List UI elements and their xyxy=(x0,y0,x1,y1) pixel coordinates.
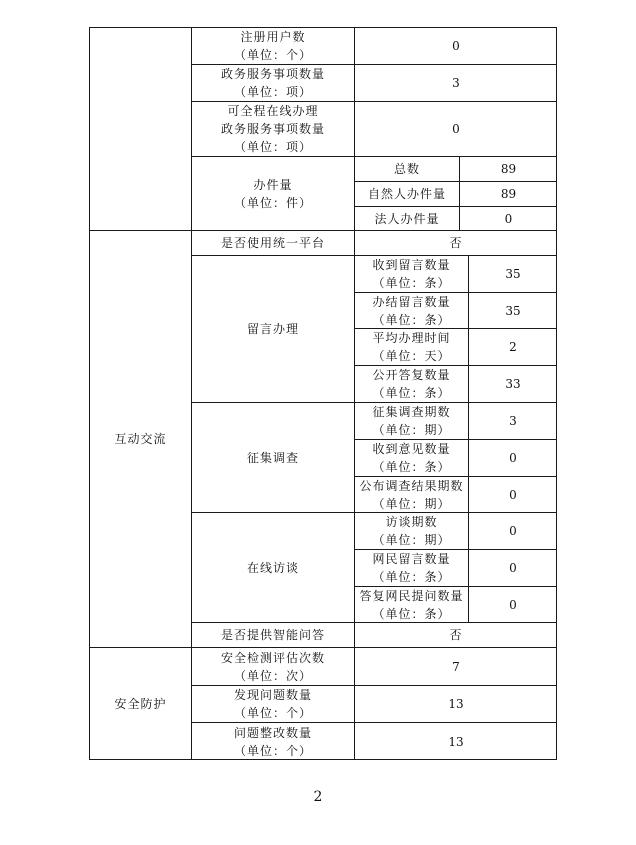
label-text: 办件量 xyxy=(253,177,293,192)
unit-text: （单位：条） xyxy=(372,570,451,584)
messages-title: 留言办理 xyxy=(246,322,299,336)
interview-messages-label xyxy=(355,550,468,586)
label-text: 征集调查期数 xyxy=(372,405,451,419)
label-text: 办结留言数量 xyxy=(372,294,451,309)
unit-text: （单位：个） xyxy=(233,743,312,758)
interview-periods-value: 0 xyxy=(509,524,517,538)
survey-opinions-value: 0 xyxy=(509,451,517,465)
messages-received-label xyxy=(355,256,468,292)
unit-text: （单位：条） xyxy=(372,386,451,400)
label-text: 注册用户数 xyxy=(240,30,306,44)
label-text: 答复网民提问数量 xyxy=(359,588,464,603)
issues-found-value: 13 xyxy=(448,697,464,711)
handled-total-value: 89 xyxy=(500,162,517,176)
unit-text: （单位：次） xyxy=(233,668,312,683)
service-items-value: 3 xyxy=(452,76,460,90)
survey-results-value: 0 xyxy=(509,487,517,502)
unit-text: （单位：期） xyxy=(372,533,451,547)
unit-text: （单位：项） xyxy=(233,85,312,99)
messages-public-label xyxy=(355,366,468,402)
label-text: 平均办理时间 xyxy=(372,331,451,345)
messages-avg-time-label xyxy=(355,329,468,365)
label-text: 网民留言数量 xyxy=(372,552,451,566)
survey-title: 征集调查 xyxy=(246,450,299,465)
unit-text: （单位：项） xyxy=(233,140,312,154)
unit-text: （单位：条） xyxy=(372,606,451,621)
survey-results-label xyxy=(355,477,468,512)
unified-platform-label: 是否使用统一平台 xyxy=(220,236,325,250)
unit-text: （单位：条） xyxy=(372,312,451,327)
interview-title: 在线访谈 xyxy=(246,560,299,575)
online-items-value: 0 xyxy=(452,122,460,136)
interview-replies-label xyxy=(355,587,468,622)
unified-platform-value: 否 xyxy=(449,236,463,250)
label-text: 收到意见数量 xyxy=(372,442,451,456)
handled-legal-value: 0 xyxy=(504,211,513,226)
security-checks-label xyxy=(192,648,354,685)
survey-periods-value: 3 xyxy=(509,414,517,428)
smart-qa-label: 是否提供智能问答 xyxy=(220,628,325,642)
label-text: 政务服务事项数量 xyxy=(220,67,325,81)
label-text: 收到留言数量 xyxy=(372,258,451,272)
messages-closed-label xyxy=(355,293,468,328)
handled-person-value: 89 xyxy=(500,187,517,201)
label-text: 政务服务事项数量 xyxy=(220,122,325,136)
issues-fixed-label xyxy=(192,723,354,760)
security-title: 安全防护 xyxy=(114,697,167,711)
label-text: 问题整改数量 xyxy=(233,725,312,740)
unit-text: （单位：天） xyxy=(372,349,451,363)
label-text: 发现问题数量 xyxy=(233,688,312,702)
handled-legal-label: 法人办件量 xyxy=(374,211,440,226)
label-text: 公布调查结果期数 xyxy=(359,478,464,493)
handled-label xyxy=(192,157,354,230)
interview-messages-value: 0 xyxy=(509,561,517,575)
issues-found-label xyxy=(192,686,354,722)
service-items-label xyxy=(192,65,354,101)
handled-total-label: 总数 xyxy=(393,162,420,176)
interview-replies-value: 0 xyxy=(509,597,517,612)
handled-person-label: 自然人办件量 xyxy=(367,187,446,201)
smart-qa-value: 否 xyxy=(449,628,463,642)
registered-users-value: 0 xyxy=(452,39,460,53)
online-items-label xyxy=(192,102,354,156)
survey-opinions-label xyxy=(355,440,468,476)
label-text: 访谈期数 xyxy=(385,515,438,529)
messages-closed-value: 35 xyxy=(505,303,521,318)
interaction-title: 互动交流 xyxy=(114,432,167,446)
label-text: 公开答复数量 xyxy=(372,368,451,382)
page-number: 2 xyxy=(313,789,323,805)
messages-received-value: 35 xyxy=(505,267,521,281)
messages-avg-time-value: 2 xyxy=(509,340,517,354)
label-text: 可全程在线办理 xyxy=(227,104,319,118)
security-checks-value: 7 xyxy=(452,659,460,674)
unit-text: （单位：条） xyxy=(372,276,451,290)
registered-users-label xyxy=(192,28,354,64)
unit-text: （单位：期） xyxy=(372,496,451,511)
interview-periods-label xyxy=(355,513,468,549)
issues-fixed-value: 13 xyxy=(448,734,464,749)
unit-text: （单位：期） xyxy=(372,423,451,437)
unit-text: （单位：个） xyxy=(233,48,312,62)
messages-public-value: 33 xyxy=(505,377,521,391)
unit-text: （单位：件） xyxy=(233,195,312,210)
survey-periods-label xyxy=(355,403,468,439)
unit-text: （单位：条） xyxy=(372,460,451,474)
label-text: 安全检测评估次数 xyxy=(220,650,325,665)
unit-text: （单位：个） xyxy=(233,706,312,720)
